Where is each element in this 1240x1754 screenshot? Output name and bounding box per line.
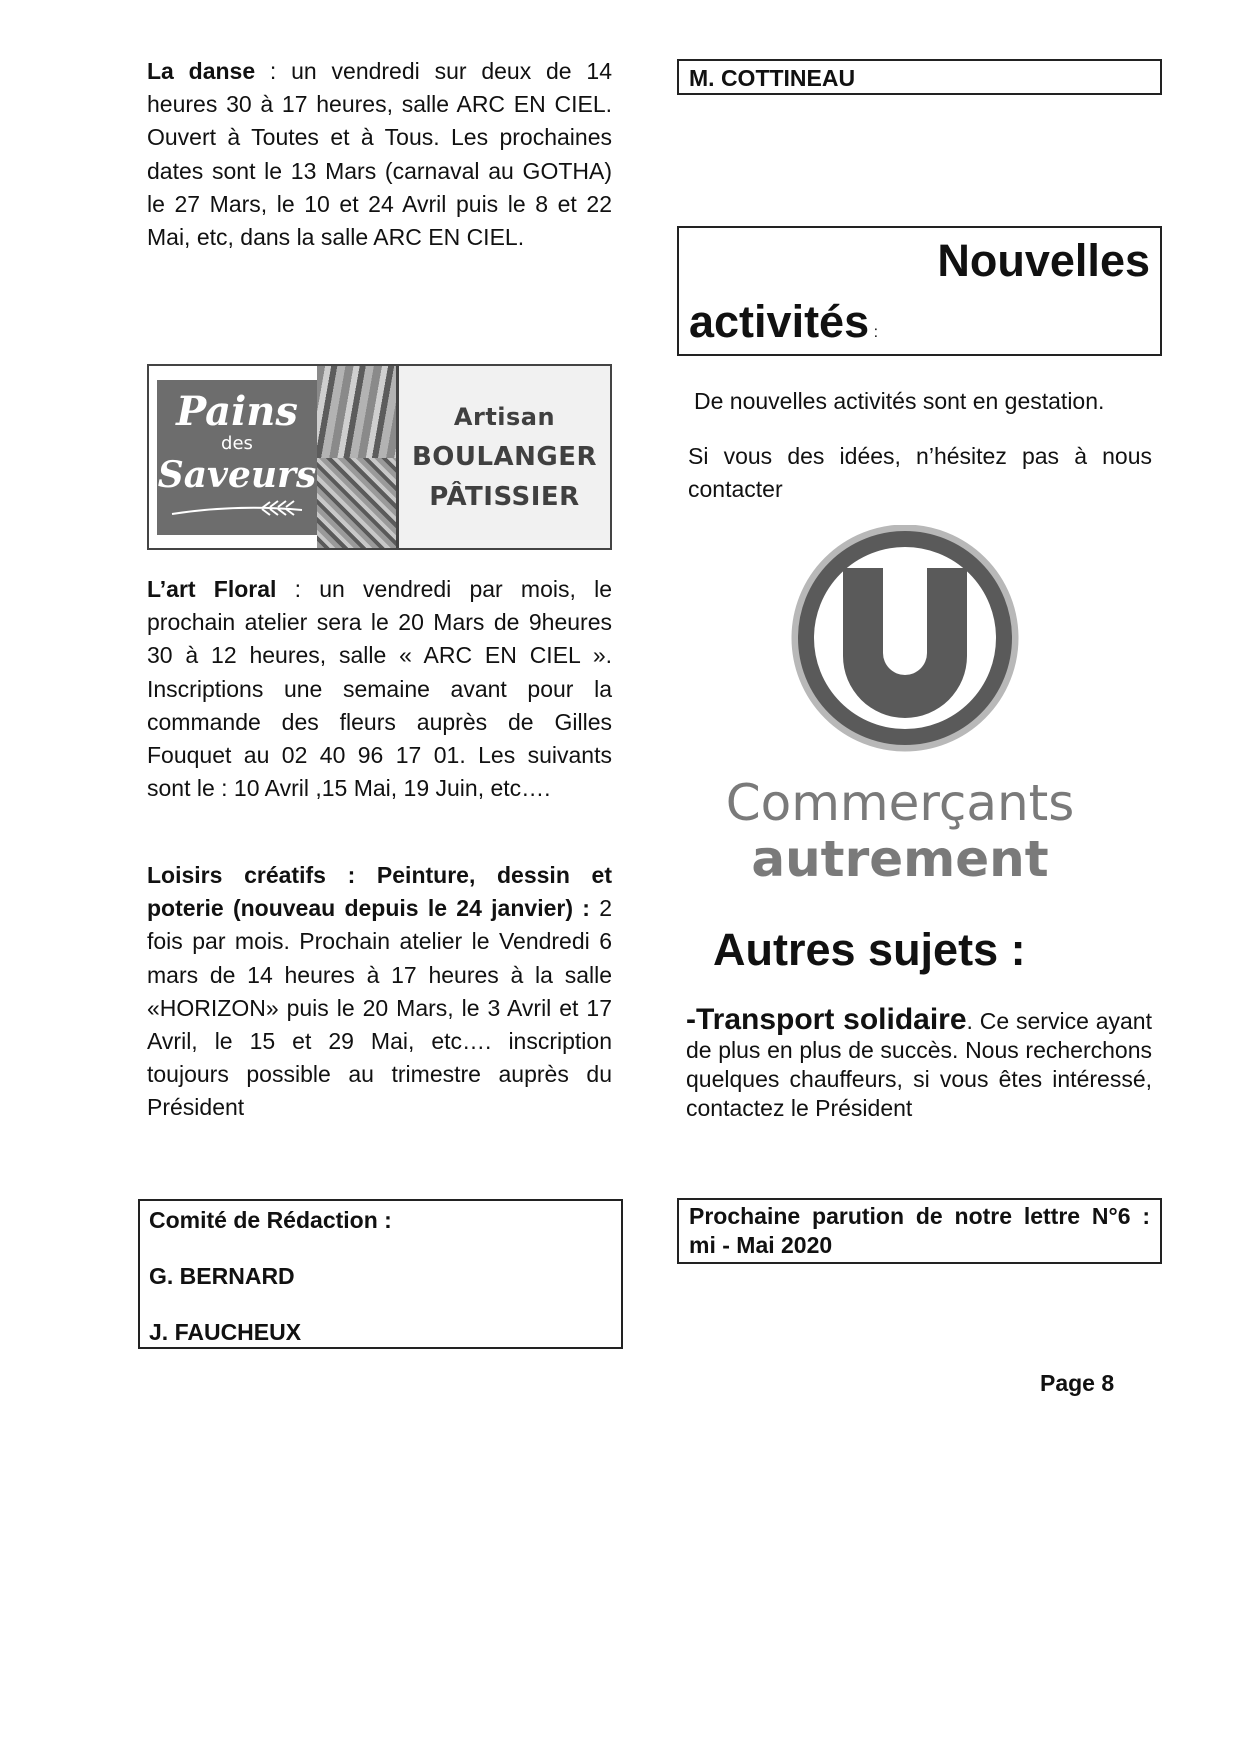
bakery-line3: PÂTISSIER (429, 482, 580, 512)
comite-title: Comité de Rédaction : (149, 1207, 392, 1233)
u-logo-line2: autrement (751, 830, 1049, 888)
u-circle-icon (700, 525, 1100, 765)
loisirs-title: Loisirs créatifs : Peinture, dessin et poterie (nouveau depuis le 24 janvier) : (147, 862, 612, 922)
danse-paragraph (147, 55, 612, 254)
nouvelles-title-line2-wrap (689, 292, 1150, 363)
floral-paragraph (147, 573, 612, 805)
wheat-icon (167, 498, 307, 520)
nouvelles-para1: De nouvelles activités sont en gestation. (694, 388, 1105, 414)
comite-box (138, 1199, 623, 1349)
autres-title: Autres sujets : (713, 924, 1026, 975)
autres-item-title: -Transport solidaire (686, 1003, 967, 1036)
bakery-logo-line2: des (221, 433, 253, 454)
floral-text: : un vendredi par mois, le prochain atelier sera le 20 Mars de 9heures 30 à 12 heures, salle « ARC EN CIEL ». Inscriptions une semaine avant pour la commande des fleurs auprès de Gilles Fouquet au 02 40 96 17 01. Les suivants sont le : 10 Avril ,15 Mai, 19 Juin, etc…. (147, 576, 612, 802)
bakery-ad (147, 364, 612, 550)
bakery-logo (157, 380, 317, 535)
nouvelles-para2: Si vous des idées, n’hésitez pas à nous contacter (688, 443, 1152, 503)
page-number: Page 8 (1040, 1370, 1115, 1396)
nouvelles-title-line1: Nouvelles (937, 235, 1150, 286)
autres-item-text: . Ce service ayant de plus en plus de succès. Nous recherchons quelques chauffeurs, si vous êtes intéressé, contactez le Président (686, 1008, 1152, 1121)
comite-member-1: G. BERNARD (149, 1263, 295, 1289)
bakery-line1: Artisan (453, 403, 556, 431)
danse-text: : un vendredi sur deux de 14 heures 30 à 17 heures, salle ARC EN CIEL. Ouvert à Toutes et à Tous. Les prochaines dates sont le 13 Mars (carnaval au GOTHA) le 27 Mars, le 10 et 24 Avril puis le 8 et 22 Mai, etc, dans la salle ARC EN CIEL. (147, 58, 612, 251)
nouvelles-colon: : (869, 324, 879, 341)
bakery-logo-line3: Saveurs (157, 454, 317, 496)
basket-photo (317, 458, 397, 548)
nouvelles-box (677, 226, 1162, 356)
u-logo-line1: Commerçants (725, 774, 1075, 832)
loisirs-text: 2 fois par mois. Prochain atelier le Vendredi 6 mars de 14 heures à 17 heures à la salle «HORIZON» puis le 20 Mars, le 3 Avril et 17 Avril, le 15 et 29 Mai, etc…. inscription toujours possible au trimestre auprès du Président (147, 895, 612, 1121)
danse-title: La danse (147, 58, 256, 84)
nouvelles-title-line2: activités (689, 296, 870, 347)
parution-box: Prochaine parution de notre lettre N°6 : mi - Mai 2020 (677, 1198, 1162, 1264)
bakery-line2: BOULANGER (411, 442, 598, 472)
u-logo (700, 525, 1100, 905)
cottineau-box: M. COTTINEAU (677, 59, 1162, 95)
floral-title: L’art Floral (147, 576, 277, 602)
bakery-logo-line1: Pains (176, 388, 298, 435)
comite-member-2: J. FAUCHEUX (149, 1319, 302, 1345)
bakery-text (399, 366, 610, 548)
loisirs-paragraph (147, 859, 612, 1125)
autres-item (686, 1005, 1152, 1123)
